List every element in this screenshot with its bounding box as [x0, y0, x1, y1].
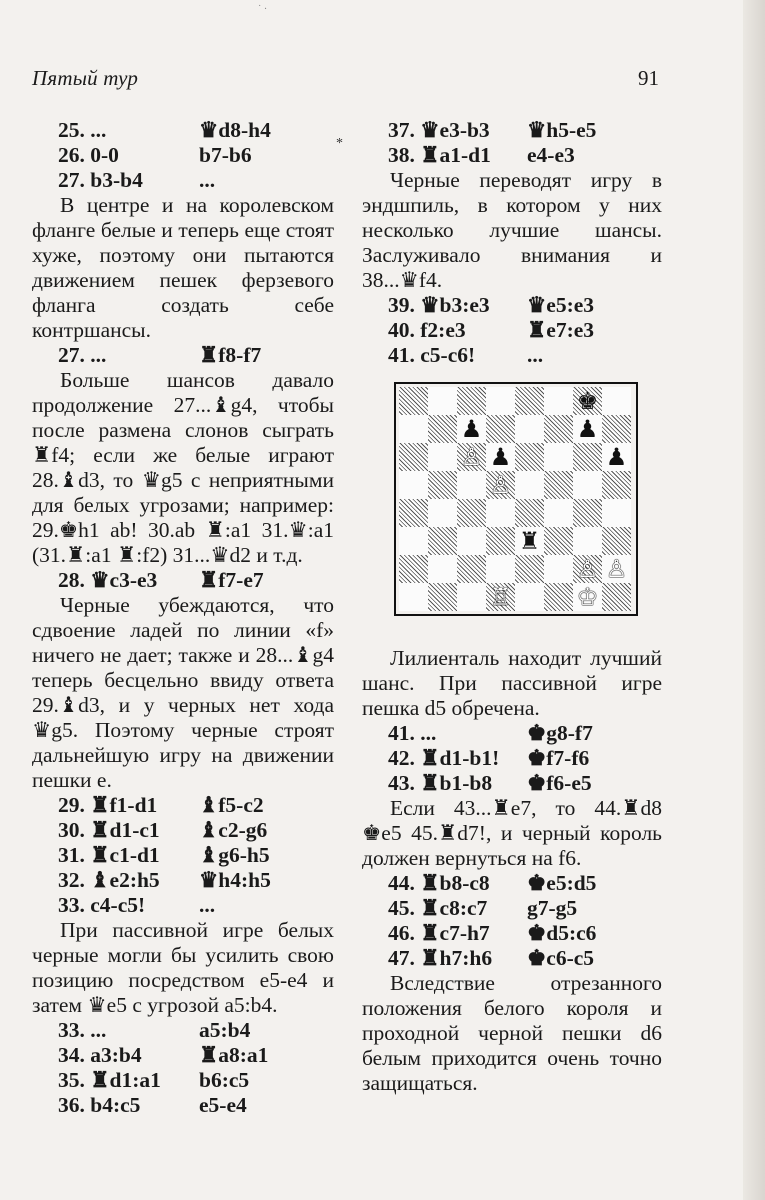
white-move: 34. a3:b4 [58, 1043, 142, 1067]
move-row [58, 1068, 334, 1093]
black-move: ♝g6-h5 [199, 843, 270, 867]
move-row [362, 746, 662, 771]
commentary-paragraph: При пассивной игре белых черные могли бы усилить свою позицию посредством e5-e4 и затем ♛e5 с угрозой a5:b4. [32, 918, 334, 1017]
white-pawn-icon: ♙ [460, 443, 483, 471]
black-move: ♚e5:d5 [527, 871, 597, 895]
board-square-c4 [457, 499, 486, 527]
board-square-g6 [573, 443, 602, 471]
white-move: 35. ♜d1:a1 [58, 1068, 161, 1092]
white-move: 42. ♜d1-b1! [388, 746, 500, 770]
commentary-paragraph: Черные убеждаются, что сдвоение ладей по линии «f» ничего не дает; также и 28...♝g4 теперь бесцельно ввиду ответа 29.♝d3, и у черных нет хода ♛g5. Поэтому черные строят дальнейшую игру на движении пешки e. [32, 593, 334, 792]
board-square-g3 [573, 527, 602, 555]
board-square-b1 [428, 583, 457, 611]
white-move: 41. ... [388, 721, 437, 745]
board-square-e8 [515, 387, 544, 415]
chapter-title: Пятый тур [32, 66, 139, 90]
white-pawn-icon: ♙ [605, 555, 628, 583]
move-row [362, 293, 662, 318]
board-square-d5 [486, 471, 515, 499]
page-number: 91 [638, 66, 659, 90]
move-row [58, 168, 334, 193]
board-square-a6 [399, 443, 428, 471]
board-square-e1 [515, 583, 544, 611]
move-row [58, 143, 334, 168]
board-square-h7 [602, 415, 631, 443]
move-row [362, 343, 662, 368]
move-row [362, 896, 662, 921]
move-row [58, 818, 334, 843]
black-move: ... [527, 343, 544, 367]
white-move: 43. ♜b1-b8 [388, 771, 493, 795]
black-move: e4-e3 [527, 143, 575, 167]
board-square-h3 [602, 527, 631, 555]
move-row [58, 1018, 334, 1043]
white-move: 36. b4:c5 [58, 1093, 141, 1117]
board-square-a5 [399, 471, 428, 499]
black-pawn-icon: ♟ [460, 415, 483, 443]
board-square-d4 [486, 499, 515, 527]
board-square-f7 [544, 415, 573, 443]
board-square-h4 [602, 499, 631, 527]
commentary-paragraph: Если 43...♜e7, то 44.♜d8 ♚e5 45.♜d7!, и черный король должен вернуться на f6. [362, 796, 662, 870]
left-column [32, 118, 334, 1118]
board-square-f5 [544, 471, 573, 499]
black-move: ♛h5-e5 [527, 118, 597, 142]
board-square-b2 [428, 555, 457, 583]
board-square-f3 [544, 527, 573, 555]
board-square-a3 [399, 527, 428, 555]
white-move: 38. ♜a1-d1 [388, 143, 491, 167]
black-pawn-icon: ♟ [576, 415, 599, 443]
move-row [362, 318, 662, 343]
right-column-top [362, 118, 662, 368]
board-square-b8 [428, 387, 457, 415]
white-move: 37. ♛e3-b3 [388, 118, 490, 142]
board-square-d6 [486, 443, 515, 471]
move-row [58, 343, 334, 368]
chess-board [399, 387, 631, 611]
commentary-paragraph: В центре и на королевском фланге белые и теперь еще стоят хуже, поэтому они пытаются движением пешек ферзевого фланга создать себе контршансы. [32, 193, 334, 342]
board-square-c7 [457, 415, 486, 443]
board-square-g2 [573, 555, 602, 583]
board-square-c8 [457, 387, 486, 415]
white-move: 31. ♜c1-d1 [58, 843, 160, 867]
move-row [362, 871, 662, 896]
white-rook-icon: ♖ [489, 583, 512, 611]
white-move: 44. ♜b8-c8 [388, 871, 490, 895]
black-move: ♜f8-f7 [199, 343, 262, 367]
board-square-c3 [457, 527, 486, 555]
board-square-e5 [515, 471, 544, 499]
black-rook-icon: ♜ [518, 527, 541, 555]
white-pawn-icon: ♙ [576, 555, 599, 583]
board-square-f2 [544, 555, 573, 583]
board-square-f6 [544, 443, 573, 471]
black-pawn-icon: ♟ [605, 443, 628, 471]
chess-diagram [394, 382, 638, 616]
white-move: 26. 0-0 [58, 143, 119, 167]
move-row [58, 893, 334, 918]
board-square-c2 [457, 555, 486, 583]
move-row [58, 793, 334, 818]
white-move: 46. ♜c7-h7 [388, 921, 490, 945]
board-square-b4 [428, 499, 457, 527]
white-move: 32. ♝e2:h5 [58, 868, 160, 892]
board-square-a2 [399, 555, 428, 583]
black-move: ♜f7-e7 [199, 568, 264, 592]
black-move: ♚c6-c5 [527, 946, 595, 970]
white-king-icon: ♔ [576, 583, 599, 611]
board-square-d3 [486, 527, 515, 555]
board-square-h8 [602, 387, 631, 415]
commentary-paragraph: Вследствие отрезанного положения белого короля и проходной черной пешки d6 белым приходится очень точно защищаться. [362, 971, 662, 1095]
board-square-b5 [428, 471, 457, 499]
board-square-b3 [428, 527, 457, 555]
black-move: g7-g5 [527, 896, 578, 920]
move-row [58, 1043, 334, 1068]
commentary-paragraph: Черные переводят игру в эндшпиль, в котором у них несколько лучшие шансы. Заслуживало внимания и 38...♛f4. [362, 168, 662, 292]
move-row [362, 921, 662, 946]
board-square-e3 [515, 527, 544, 555]
black-move: ♚f7-f6 [527, 746, 590, 770]
board-square-g4 [573, 499, 602, 527]
white-move: 25. ... [58, 118, 107, 142]
board-square-g7 [573, 415, 602, 443]
board-square-a1 [399, 583, 428, 611]
right-column-bottom [362, 646, 662, 1096]
black-move: ... [199, 168, 216, 192]
board-square-b7 [428, 415, 457, 443]
white-move: 41. c5-c6! [388, 343, 476, 367]
board-square-g1 [573, 583, 602, 611]
board-square-e7 [515, 415, 544, 443]
white-move: 47. ♜h7:h6 [388, 946, 493, 970]
white-move: 33. ... [58, 1018, 107, 1042]
white-move: 45. ♜c8:c7 [388, 896, 488, 920]
board-square-d2 [486, 555, 515, 583]
board-square-h5 [602, 471, 631, 499]
black-move: ♛e5:e3 [527, 293, 595, 317]
black-move: ♚d5:c6 [527, 921, 597, 945]
white-move: 30. ♜d1-c1 [58, 818, 160, 842]
white-move: 39. ♛b3:e3 [388, 293, 490, 317]
move-row [362, 771, 662, 796]
black-move: a5:b4 [199, 1018, 251, 1042]
board-square-f1 [544, 583, 573, 611]
board-square-c1 [457, 583, 486, 611]
board-square-d8 [486, 387, 515, 415]
board-square-e6 [515, 443, 544, 471]
black-move: ... [199, 893, 216, 917]
board-square-g5 [573, 471, 602, 499]
move-row [58, 843, 334, 868]
white-move: 40. f2:e3 [388, 318, 466, 342]
move-row [362, 118, 662, 143]
board-square-h6 [602, 443, 631, 471]
black-move: ♛h4:h5 [199, 868, 271, 892]
board-square-e2 [515, 555, 544, 583]
black-move: ♚g8-f7 [527, 721, 593, 745]
board-square-c6 [457, 443, 486, 471]
move-row [58, 1093, 334, 1118]
board-square-e4 [515, 499, 544, 527]
black-move: ♛d8-h4 [199, 118, 271, 142]
white-move: 27. ... [58, 343, 107, 367]
board-square-d1 [486, 583, 515, 611]
white-move: 29. ♜f1-d1 [58, 793, 158, 817]
black-move: b6:c5 [199, 1068, 250, 1092]
move-row [58, 868, 334, 893]
move-row [58, 568, 334, 593]
board-square-a8 [399, 387, 428, 415]
board-square-a7 [399, 415, 428, 443]
black-move: b7-b6 [199, 143, 252, 167]
commentary-paragraph: Больше шансов давало продолжение 27...♝g4, чтобы после размена слонов сыграть ♜f4; если же белые играют 28.♝d3, то ♛g5 с неприятными для белых угрозами; например: 29.♚h1 ab! 30.ab ♜:a1 31.♛:a1 (31.♜:a1 ♜:f2) 31...♛d2 и т.д. [32, 368, 334, 567]
white-move: 28. ♛c3-e3 [58, 568, 158, 592]
board-square-f8 [544, 387, 573, 415]
board-square-b6 [428, 443, 457, 471]
board-square-h1 [602, 583, 631, 611]
margin-mark: * [336, 136, 343, 151]
print-specks: ˙ · [258, 4, 268, 15]
white-move: 27. b3-b4 [58, 168, 143, 192]
black-move: ♝c2-g6 [199, 818, 268, 842]
right-column [362, 118, 662, 1096]
board-square-f4 [544, 499, 573, 527]
move-row [362, 946, 662, 971]
board-square-c5 [457, 471, 486, 499]
board-square-a4 [399, 499, 428, 527]
white-move: 33. c4-c5! [58, 893, 146, 917]
black-move: ♜e7:e3 [527, 318, 595, 342]
black-move: ♚f6-e5 [527, 771, 592, 795]
commentary-paragraph: Лилиенталь находит лучший шанс. При пассивной игре пешка d5 обречена. [362, 646, 662, 720]
board-square-h2 [602, 555, 631, 583]
move-row [58, 118, 334, 143]
move-row [362, 143, 662, 168]
black-king-icon: ♚ [576, 387, 599, 415]
move-row [362, 721, 662, 746]
white-pawn-icon: ♙ [489, 471, 512, 499]
black-move: ♜a8:a1 [199, 1043, 269, 1067]
black-move: ♝f5-c2 [199, 793, 264, 817]
board-square-d7 [486, 415, 515, 443]
board-square-g8 [573, 387, 602, 415]
black-move: e5-e4 [199, 1093, 247, 1117]
black-pawn-icon: ♟ [489, 443, 512, 471]
page-edge [743, 0, 765, 1200]
